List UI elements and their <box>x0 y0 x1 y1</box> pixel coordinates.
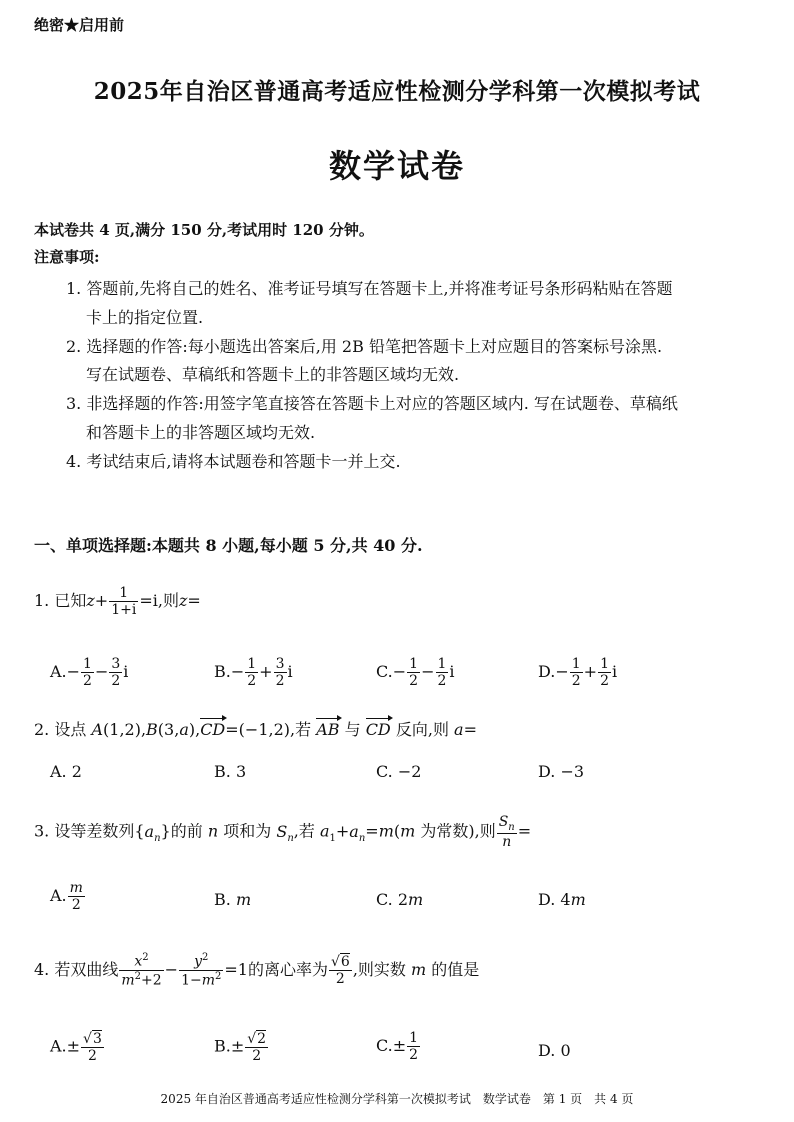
q2-option-d: D. −3 <box>538 762 585 781</box>
note-item: 4. 考试结束后,请将本试题卷和答题卡一并上交. <box>66 452 401 471</box>
note-item-cont: 写在试题卷、草稿纸和答题卡上的非答题区域均无效. <box>86 365 460 384</box>
note-item: 1. 答题前,先将自己的姓名、准考证号填写在答题卡上,并将准考证号条形码粘贴在答题 <box>66 279 673 298</box>
q4-option-c: C.± $\frac{1}{2}$ <box>376 1030 419 1064</box>
q2-option-c: C. −2 <box>376 762 422 781</box>
q3-option-a: A. $\frac{m}{2}$ <box>50 880 83 914</box>
q1-prefix: 1. 已知 <box>34 591 87 611</box>
question-3: 3. 设等差数列$\{a_n\}$的前 n 项和为 $S_n$,若 $a_1+a_n=m(m$ 为常数),则 $\frac{S_n}{n}$ = <box>34 814 532 851</box>
exam-title: 2025年自治区普通高考适应性检测分学科第一次模拟考试 <box>93 78 701 105</box>
q2-option-b: B. 3 <box>214 762 247 781</box>
note-item-cont: 和答题卡上的非答题区域均无效. <box>86 423 316 442</box>
q3-option-b: B. m <box>214 890 252 909</box>
q4-option-b: B.± $\frac{√2}{2}$ <box>214 1031 267 1065</box>
q1-suffix: ,则 <box>157 591 179 611</box>
subject-title: 数学试卷 <box>328 147 465 185</box>
question-2: 2. 设点 A(1,2),B(3,a),CD=(−1,2),若 AB 与 CD 反向,则 a= <box>34 720 477 739</box>
q4-option-d: D. 0 <box>538 1041 571 1060</box>
question-1: 1. 已知z+ $\frac{1}{1+i}$ =i,则z= <box>34 585 201 619</box>
q1-option-c: C.− $\frac{1}{2}$ − $\frac{1}{2}$ i <box>376 656 455 690</box>
exam-intro: 本试卷共 4 页,满分 150 分,考试用时 120 分钟。 <box>34 221 374 239</box>
note-item: 2. 选择题的作答:每小题选出答案后,用 2B 铅笔把答题卡上对应题目的答案标号涂黑. <box>66 337 663 356</box>
notes-heading: 注意事项: <box>34 248 100 266</box>
confidential-label: 绝密★启用前 <box>34 16 125 34</box>
q1-option-d: D.− $\frac{1}{2}$ + $\frac{1}{2}$ i <box>538 656 618 690</box>
q1-option-a: A.− $\frac{1}{2}$ − $\frac{3}{2}$ i <box>50 656 129 690</box>
note-item: 3. 非选择题的作答:用签字笔直接答在答题卡上对应的答题区域内. 写在试题卷、草稿纸 <box>66 394 678 413</box>
section-heading: 一、单项选择题:本题共 8 小题,每小题 5 分,共 40 分. <box>34 536 423 555</box>
q1-option-b: B.− $\frac{1}{2}$ + $\frac{3}{2}$ i <box>214 656 293 690</box>
q4-option-a: A.± $\frac{√3}{2}$ <box>50 1031 102 1065</box>
page-footer: 2025 年自治区普通高考适应性检测分学科第一次模拟考试 数学试卷 第 1 页 共 4 页 <box>160 1092 634 1106</box>
note-item-cont: 卡上的指定位置. <box>86 308 204 327</box>
q2-prefix: 2. 设点 <box>34 720 87 739</box>
q3-option-c: C. 2m <box>376 890 424 909</box>
q3-option-d: D. 4m <box>538 890 586 909</box>
q2-option-a: A. 2 <box>50 762 82 781</box>
q4-prefix: 4. 若双曲线 <box>34 959 119 979</box>
question-4: 4. 若双曲线 $\frac{x^2}{m^2+2}$ − $\frac{y^2}{1-m^2}$ =1的离心率为 $\frac{√6}{2}$ ,则实数 m 的值是 <box>34 952 480 989</box>
q3-prefix: 3. 设等差数列 <box>34 821 135 841</box>
